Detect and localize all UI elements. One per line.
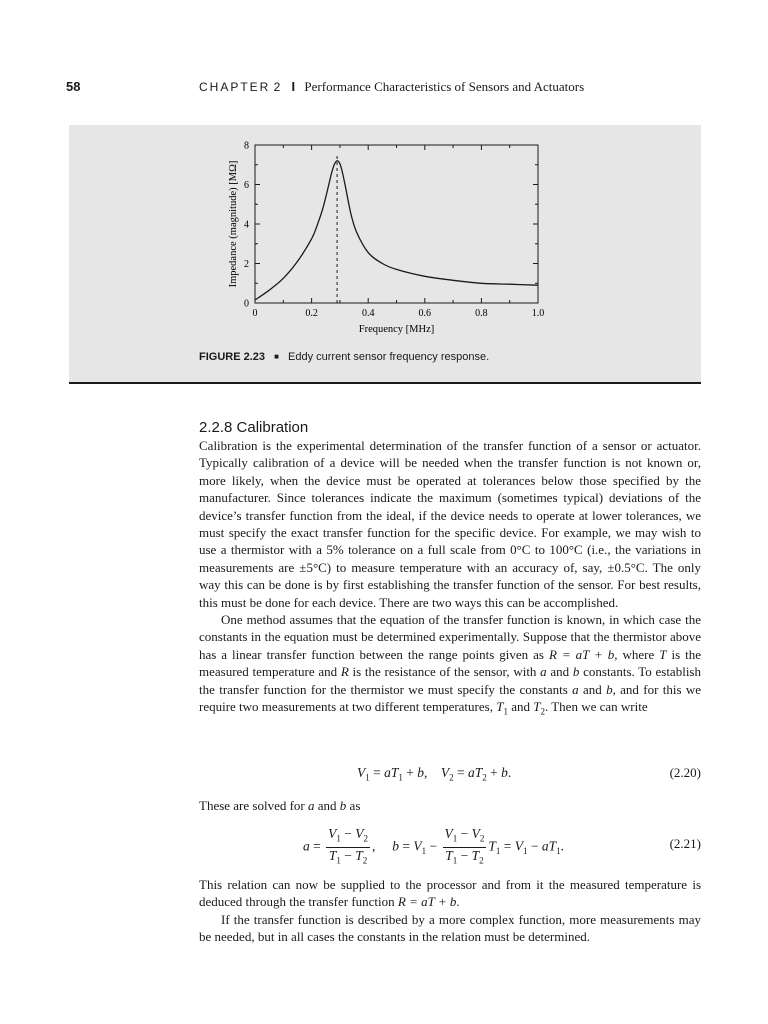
body-block-2	[199, 797, 701, 814]
chapter-title: Performance Characteristics of Sensors and Actuators	[304, 79, 585, 94]
running-head	[199, 79, 584, 95]
page-number: 58	[66, 79, 81, 94]
caption-text: Eddy current sensor frequency response.	[288, 351, 490, 363]
paragraph-5: If the transfer function is described by a more complex function, more measurements may be needed, but in all cases the constants in the relation must be determined.	[199, 911, 701, 945]
y-tick-label: 2	[244, 259, 249, 270]
figure-panel	[69, 125, 701, 384]
impedance-chart	[69, 125, 701, 345]
paragraph-1: Calibration is the experimental determination of the transfer function of a sensor or actuator. Typically calibration of a device will be needed when the transfer function is not known or, more likely, when the device must be operated at tolerances below those specified by the manufacturer. Since tolerances indicate the maximum (sometimes typical) deviations of the device’s transfer function from the ideal, if the device needs to operate at lower tolerances, we must specify the exact transfer function for the specific device. For example, we may wish to use a thermistor with a 5% tolerance on a full scale from 0°C to 100°C (i.e., the variations in measurements are ±5°C) to measure temperature with an accuracy of, say, ±0.5°C. The only way this can be done is by first establishing the transfer function of the sensor. For best results, this must be done for each device. There are two ways this can be accomplished.	[199, 438, 701, 610]
y-tick-label: 6	[244, 180, 249, 191]
equation-2-21-number: (2.21)	[669, 836, 701, 851]
equation-2-20-number: (2.20)	[669, 765, 701, 780]
body-block-3	[199, 876, 701, 946]
x-tick-label: 0.4	[361, 308, 375, 319]
caption-separator: ■	[274, 352, 279, 361]
impedance-curve	[255, 161, 538, 300]
y-axis-label: Impedance (magnitude) [MΩ]	[228, 160, 239, 288]
paragraph-2: One method assumes that the equation of the transfer function is known, in which case the constants in the equation must be determined experimentally. Suppose that the thermistor above has a linear transfer function between the range points given as R = aT + b, where T is the measured temperature and R is the resistance of the sensor, with a and b constants. To establish the transfer function for the thermistor we must specify the constants a and b, and for this we require two measurements at two different temperatures, $T_1$ and $T_2$. Then we can write	[199, 612, 701, 717]
equation-2-20	[199, 765, 701, 785]
y-tick-label: 0	[244, 298, 249, 310]
equation-2-21-body: a = $\frac{V_1 - V_2}{T_1 - T_2}$ , $b = V_1$ − $\frac{V_1 - V_2}{T_1 - T_2}$ $T_1 = V_1 - aT_1$.	[303, 826, 565, 866]
x-tick-label: 0.8	[475, 308, 488, 319]
y-tick-label: 8	[244, 140, 249, 152]
x-tick-label: 0.2	[305, 308, 318, 319]
x-axis-label: Frequency [MHz]	[358, 324, 435, 335]
figure-label: FIGURE 2.23	[199, 351, 266, 363]
chapter-label: CHAPTER	[199, 80, 271, 94]
y-tick-label: 4	[244, 219, 249, 231]
x-tick-label: 0.6	[418, 308, 432, 319]
paragraph-4: This relation can now be supplied to the processor and from it the measured temperature is deduced through the transfer function R = aT + b.	[199, 877, 701, 910]
body-block-1	[199, 437, 701, 721]
section-heading: 2.2.8 Calibration	[199, 419, 309, 437]
x-tick-label: 1.0	[531, 308, 545, 319]
plot-frame	[255, 145, 538, 303]
header-separator: I	[291, 79, 296, 94]
equation-2-20-body: $V_1 = aT_1 + b$, $V_2 = aT_2 + b$.	[357, 765, 512, 783]
chapter-number: 2	[273, 80, 283, 94]
figure-caption	[199, 351, 489, 363]
equation-2-21	[199, 826, 701, 866]
x-tick-label: 0	[252, 308, 258, 319]
paragraph-3: These are solved for a and b as	[199, 798, 361, 813]
